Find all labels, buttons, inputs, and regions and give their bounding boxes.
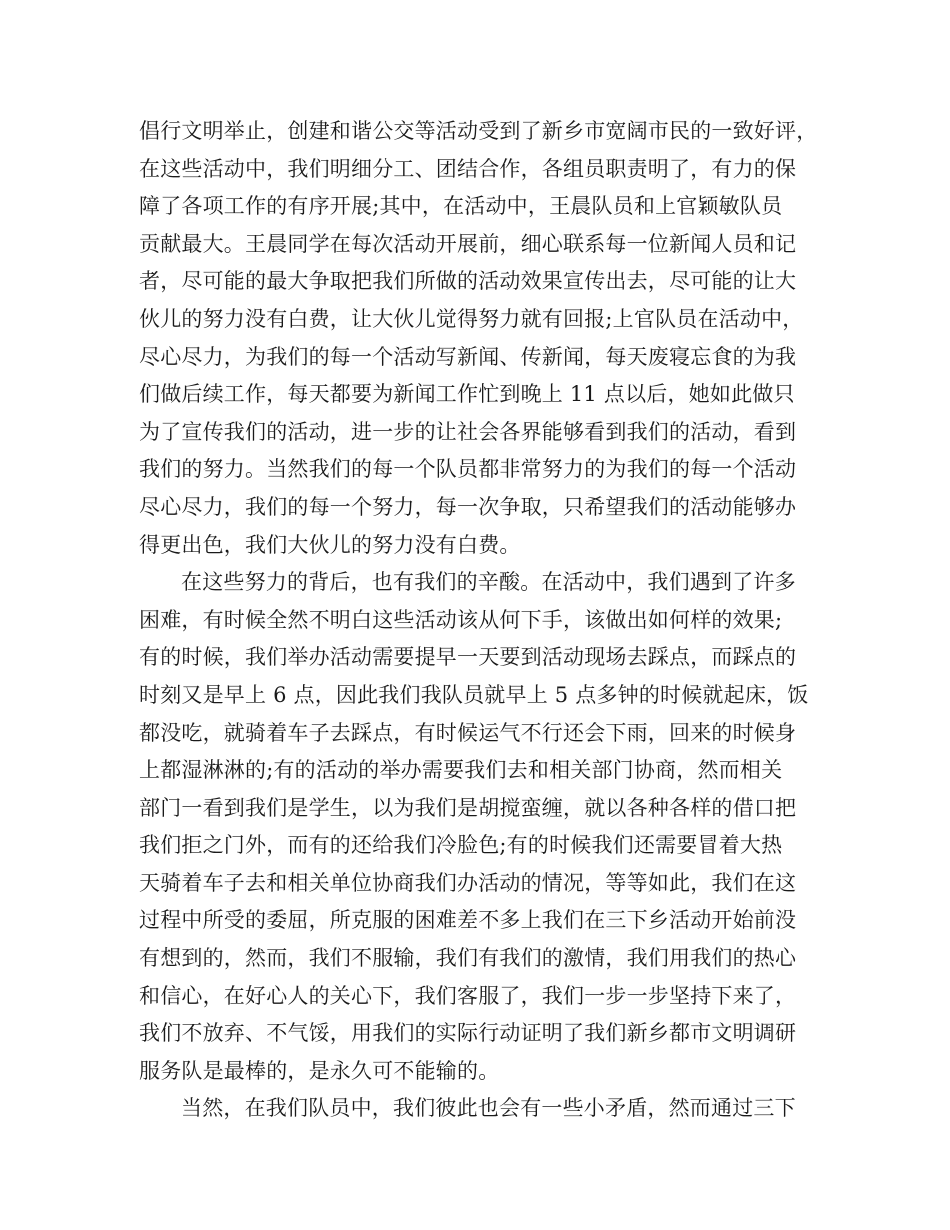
text-line: 困难，有时候全然不明白这些活动该从何下手，该做出如何样的效果; [139,607,783,632]
text-line: 尽心尽力，我们的每一个努力，每一次争取，只希望我们的活动能够办 [139,494,797,519]
text-line: 伙儿的努力没有白费，让大伙儿觉得努力就有回报;上官队员在活动中， [139,306,804,331]
text-line: 上都湿淋淋的;有的活动的举办需要我们去和相关部门协商，然而相关 [139,758,783,783]
text-line: 有的时候，我们举办活动需要提早一天要到活动现场去踩点，而踩点的 [139,645,797,670]
text-line: 倡行文明举止，创建和谐公交等活动受到了新乡市宽阔市民的一致好评， [139,119,818,143]
text-line: 部门一看到我们是学生，以为我们是胡搅蛮缠，就以各种各样的借口把 [139,795,797,820]
text-line: 服务队是最棒的，是永久可不能输的。 [139,1058,500,1083]
text-line: 我们的努力。当然我们的每一个队员都非常努力的为我们的每一个活动 [139,457,797,482]
text-line: 在这些活动中，我们明细分工、团结合作，各组员职责明了，有力的保 [139,156,797,181]
text-line: 我们不放弃、不气馁，用我们的实际行动证明了我们新乡都市文明调研 [139,1021,797,1046]
text-line: 们做后续工作，每天都要为新闻工作忙到晚上 11 点以后，她如此做只 [139,382,795,407]
text-line: 和信心，在好心人的关心下，我们客服了，我们一步一步坚持下来了， [139,983,797,1008]
text-line: 有想到的，然而，我们不服输，我们有我们的激情，我们用我们的热心 [139,946,797,971]
text-line: 得更出色，我们大伙儿的努力没有白费。 [139,532,521,557]
text-line: 天骑着车子去和相关单位协商我们办活动的情况，等等如此，我们在这 [139,870,797,895]
text-line: 尽心尽力，为我们的每一个活动写新闻、传新闻，每天废寝忘食的为我 [139,344,797,369]
text-line: 障了各项工作的有序开展;其中，在活动中，王晨队员和上官颖敏队员 [139,194,783,219]
paragraph-first-line: 当然，在我们队员中，我们彼此也会有一些小矛盾，然而通过三下 [181,1096,796,1121]
paragraph-first-line: 在这些努力的背后，也有我们的辛酸。在活动中，我们遇到了许多 [181,570,796,595]
text-line: 者，尽可能的最大争取把我们所做的活动效果宣传出去，尽可能的让大 [139,269,797,294]
text-line: 时刻又是早上 6 点，因此我们我队员就早上 5 点多钟的时候就起床，饭 [139,682,809,707]
text-line: 为了宣传我们的活动，进一步的让社会各界能够看到我们的活动，看到 [139,419,797,444]
text-line: 过程中所受的委屈，所克服的困难差不多上我们在三下乡活动开始前没 [139,908,797,933]
text-line: 都没吃，就骑着车子去踩点，有时候运气不行还会下雨，回来的时候身 [139,720,797,745]
body-text [139,113,829,1128]
text-line: 我们拒之门外，而有的还给我们冷脸色;有的时候我们还需要冒着大热 [139,833,783,858]
text-line: 贡献最大。王晨同学在每次活动开展前，细心联系每一位新闻人员和记 [139,231,797,256]
